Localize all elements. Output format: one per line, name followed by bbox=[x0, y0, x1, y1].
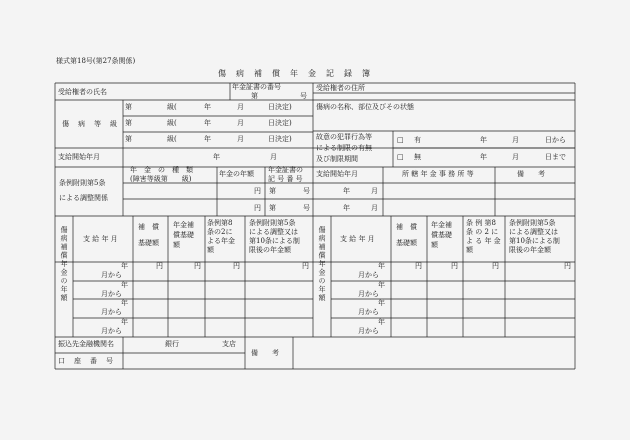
account-label: 口 座 番 号 bbox=[58, 357, 114, 365]
intent-label-3: 及び制限期間 bbox=[316, 155, 358, 163]
yes-label: 有 bbox=[414, 136, 421, 144]
adjust-label-2: による調整関係 bbox=[59, 194, 108, 202]
to-day: 日まで bbox=[545, 153, 566, 161]
adjust-label-1: 条例附則第5条 bbox=[59, 179, 106, 187]
bank-label: 振込先金融機関名 bbox=[58, 340, 114, 348]
bank-remarks-label: 備 考 bbox=[251, 349, 279, 357]
start-label: 支給開始年月 bbox=[58, 153, 100, 161]
grade-label: 傷 病 等 級 bbox=[62, 120, 118, 128]
office-label: 所 轄 年 金 事 務 所 等 bbox=[402, 170, 474, 178]
pay-ym-right: 支 給 年 月 bbox=[340, 235, 375, 243]
recipient-address-label: 受給権者の住所 bbox=[316, 84, 365, 92]
pension-type-1: 年 金 の 種 類 bbox=[130, 166, 193, 174]
recipient-name-label: 受給権者の氏名 bbox=[58, 88, 107, 96]
pension-amount-label: 年金の年額 bbox=[219, 170, 254, 178]
intent-label-1: 故意の犯罪行為等 bbox=[316, 133, 372, 141]
pay-ym-left: 支 給 年 月 bbox=[83, 235, 118, 243]
no-checkbox[interactable]: □ bbox=[397, 153, 404, 161]
no-label: 無 bbox=[414, 153, 421, 161]
pay-start-label: 支給開始年月 bbox=[316, 170, 358, 178]
pension-cert-no-label: 年金証書の番号 bbox=[232, 83, 281, 91]
ledger-vertical-label-left: 傷病補償年金の年額 bbox=[60, 226, 68, 303]
pension-type-2: (障害等級第 級) bbox=[130, 175, 192, 183]
bank-suffix: 銀行 bbox=[165, 340, 179, 348]
cert-no-1: 年金証書の bbox=[268, 166, 303, 174]
yes-checkbox[interactable]: □ bbox=[397, 136, 404, 144]
form-number: 様式第18号(第27条関係) bbox=[56, 57, 136, 65]
page-title: 傷 病 補 償 年 金 記 録 簿 bbox=[218, 69, 371, 78]
branch-suffix: 支店 bbox=[222, 340, 236, 348]
cert-go: 号 bbox=[300, 92, 307, 100]
cert-no-2: 記 号 番 号 bbox=[268, 175, 303, 183]
injury-label: 傷病の名称、部位及びその状態 bbox=[316, 103, 414, 111]
ledger-vertical-label-right: 傷病補償年金の年額 bbox=[318, 226, 326, 303]
from-day: 日から bbox=[545, 136, 566, 144]
cert-dai: 第 bbox=[251, 92, 258, 100]
adjust-remarks-label: 備 考 bbox=[517, 170, 545, 178]
intent-label-2: による制限の有無 bbox=[316, 144, 372, 152]
